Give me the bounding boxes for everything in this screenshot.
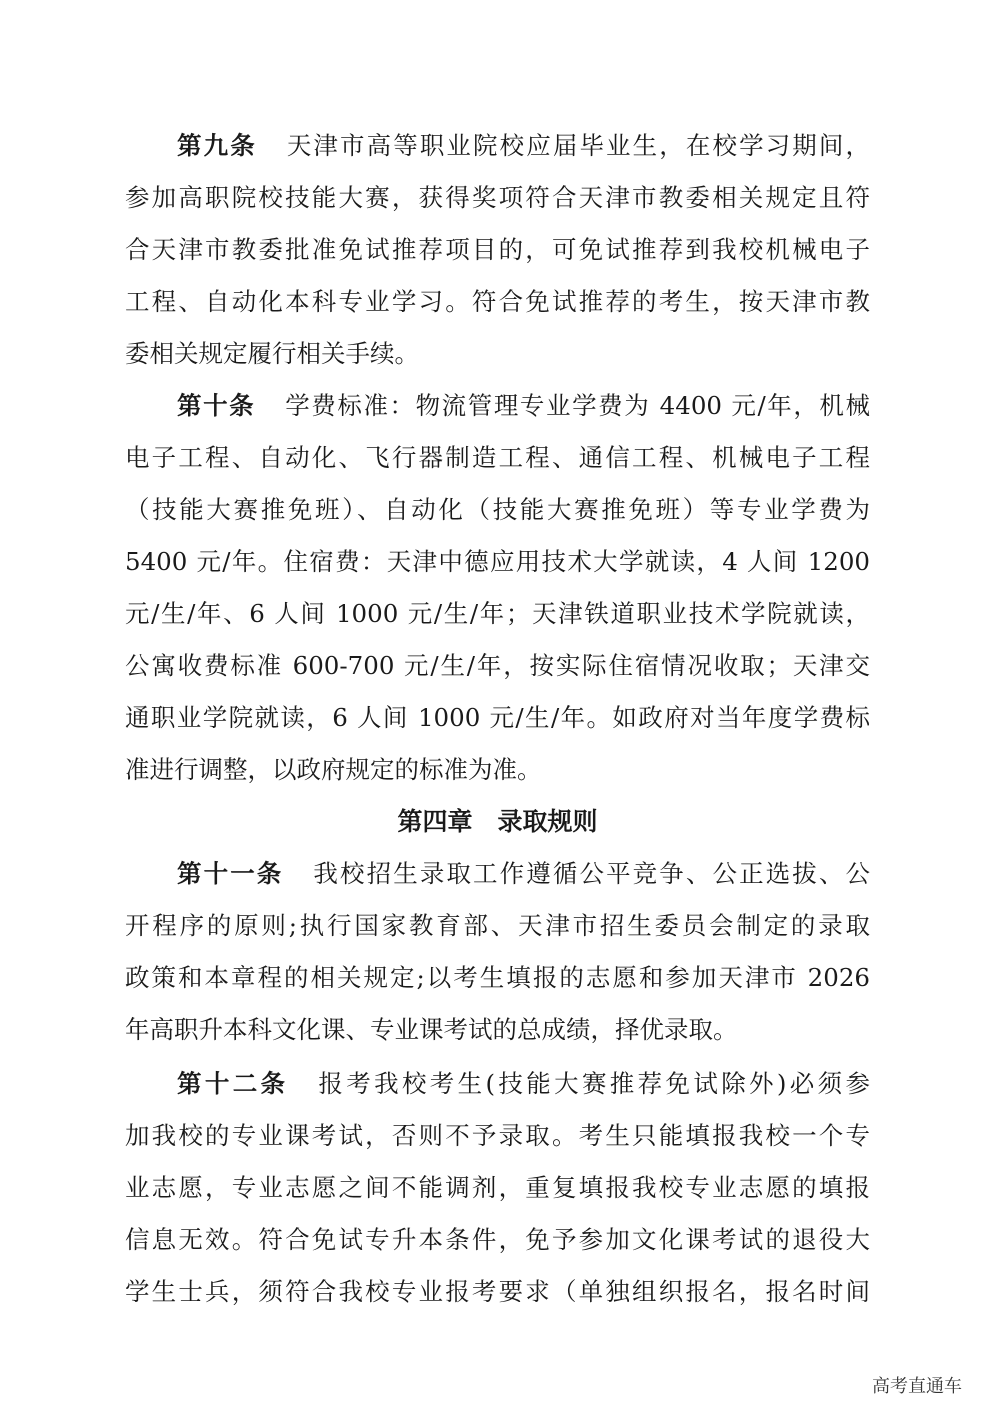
article-9-line-1: 第九条 天津市高等职业院校应届毕业生，在校学习期间， <box>177 131 870 160</box>
article-9-line-2: 参加高职院校技能大赛，获得奖项符合天津市教委相关规定且符 <box>125 183 870 212</box>
article-10-line-6: 公寓收费标准 600-700 元/生/年，按实际住宿情况收取；天津交 <box>125 651 870 680</box>
article-10-line-4: 5400 元/年。住宿费：天津中德应用技术大学就读，4 人间 1200 <box>125 547 870 576</box>
article-12-line-2: 加我校的专业课考试，否则不予录取。考生只能填报我校一个专 <box>125 1121 870 1150</box>
article-10-line-2: 电子工程、自动化、飞行器制造工程、通信工程、机械电子工程 <box>125 443 870 472</box>
article-11-line-1: 第十一条 我校招生录取工作遵循公平竞争、公正选拔、公 <box>177 859 871 888</box>
article-10-line-3: （技能大赛推免班）、自动化（技能大赛推免班）等专业学费为 <box>125 495 870 524</box>
article-12-line-4: 信息无效。符合免试专升本条件，免予参加文化课考试的退役大 <box>125 1225 870 1254</box>
article-9-line-4: 工程、自动化本科专业学习。符合免试推荐的考生，按天津市教 <box>125 287 870 316</box>
article-10-line-5: 元/生/年、6 人间 1000 元/生/年；天津铁道职业技术学院就读， <box>125 599 870 628</box>
article-10-line-8: 准进行调整，以政府规定的标准为准。 <box>125 755 542 784</box>
article-12-line-3: 业志愿，专业志愿之间不能调剂，重复填报我校专业志愿的填报 <box>125 1173 870 1202</box>
article-11-line-4: 年高职升本科文化课、专业课考试的总成绩，择优录取。 <box>125 1015 738 1044</box>
chapter-heading: 第四章 录取规则 <box>397 807 598 836</box>
article-9-line-5: 委相关规定履行相关手续。 <box>125 339 419 368</box>
article-11-label: 第十一条 <box>177 859 284 888</box>
article-12-line-5: 学生士兵，须符合我校专业报考要求（单独组织报名，报名时间 <box>125 1277 870 1306</box>
article-10-line-1: 第十条 学费标准：物流管理专业学费为 4400 元/年，机械 <box>177 391 870 420</box>
article-10-line-7: 通职业学院就读，6 人间 1000 元/生/年。如政府对当年度学费标 <box>125 703 870 732</box>
article-10-label: 第十条 <box>177 391 256 420</box>
article-11-line-2: 开程序的原则;执行国家教育部、天津市招生委员会制定的录取 <box>125 911 870 940</box>
article-9-line-3: 合天津市教委批准免试推荐项目的，可免试推荐到我校机械电子 <box>125 235 870 264</box>
article-11-line-3: 政策和本章程的相关规定;以考生填报的志愿和参加天津市 2026 <box>125 963 870 992</box>
article-9-label: 第九条 <box>177 131 257 160</box>
article-12-line-1: 第十二条 报考我校考生(技能大赛推荐免试除外)必须参 <box>177 1069 871 1098</box>
article-12-label: 第十二条 <box>177 1069 289 1098</box>
watermark: 高考直通车 <box>872 1376 962 1397</box>
